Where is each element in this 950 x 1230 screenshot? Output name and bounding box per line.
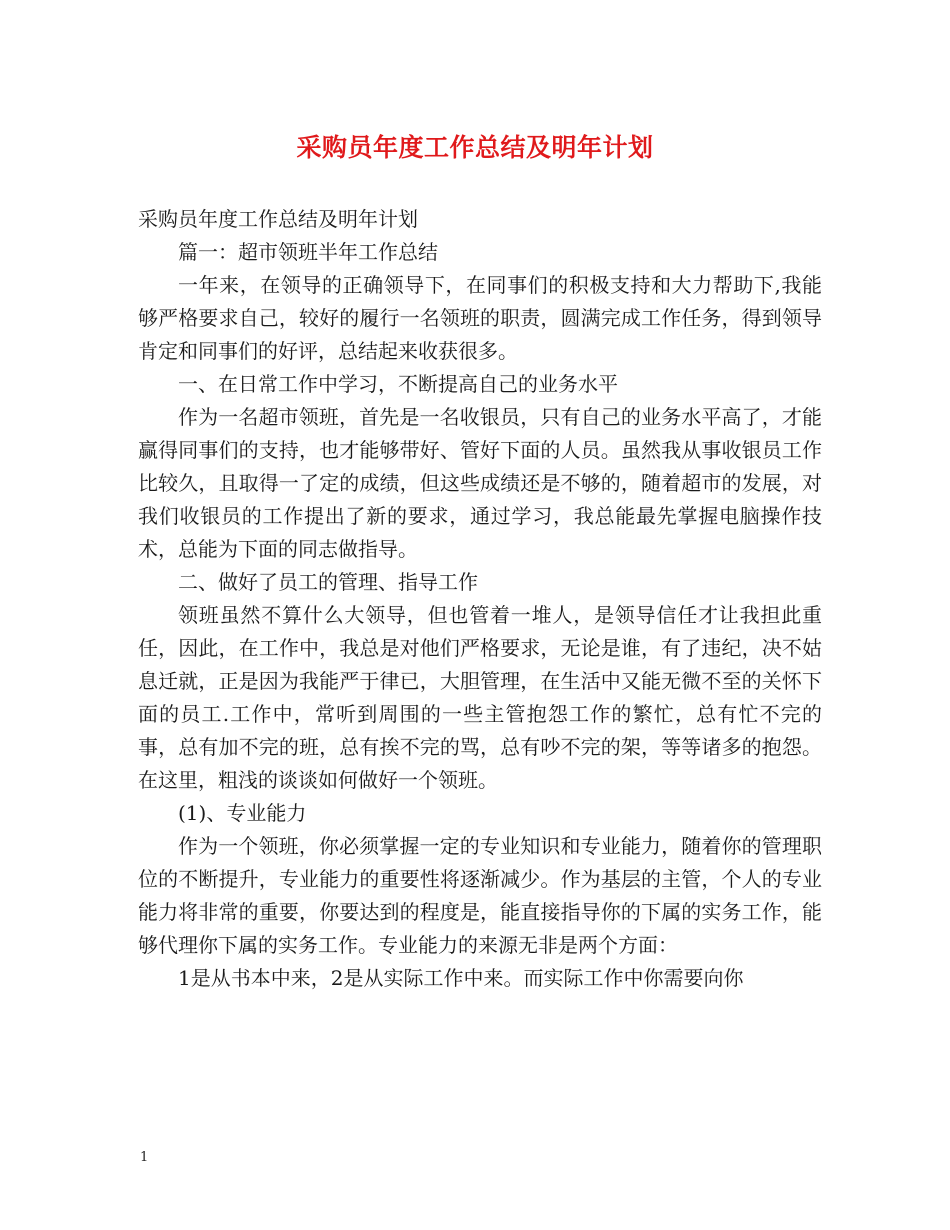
paragraph: 1是从书本中来，2是从实际工作中来。而实际工作中你需要向你 [178, 966, 744, 990]
subtitle-line: 采购员年度工作总结及明年计划 [138, 207, 418, 231]
document-title: 采购员年度工作总结及明年计划 [296, 133, 654, 162]
paragraph: 一年来，在领导的正确领导下，在同事们的积极支持和大力帮助下,我能够严格要求自己，较好的履行一名领班的职责，圆满完成工作任务，得到领导肯定和同事们的好评，总结起来收获很多。 [138, 273, 822, 363]
section-heading: 二、做好了员工的管理、指导工作 [178, 570, 478, 594]
section-heading: 一、在日常工作中学习，不断提高自己的业务水平 [178, 372, 618, 396]
paragraph: 领班虽然不算什么大领导，但也管着一堆人，是领导信任才让我担此重任，因此，在工作中，我总是对他们严格要求，无论是谁，有了违纪，决不姑息迁就，正是因为我能严于律已，大胆管理，在生活中又能无微不至的关怀下面的员工.工作中，常听到周围的一些主管抱怨工作的繁忙，总有忙不完的事，总有加不完的班，总有挨不完的骂，总有吵不完的架，等等诸多的抱怨。在这里，粗浅的谈谈如何做好一个领班。 [138, 603, 822, 792]
paragraph: 作为一个领班，你必须掌握一定的专业知识和专业能力，随着你的管理职位的不断提升，专业能力的重要性将逐渐减少。作为基层的主管，个人的专业能力将非常的重要，你要达到的程度是，能直接指导你的下属的实务工作，能够代理你下属的实务工作。专业能力的来源无非是两个方面： [138, 834, 822, 957]
section-heading: 篇一：超市领班半年工作总结 [178, 240, 438, 264]
section-heading: (1)、专业能力 [178, 801, 307, 825]
page-number: 1 [140, 1150, 149, 1165]
document-body [138, 203, 822, 995]
paragraph: 作为一名超市领班，首先是一名收银员，只有自己的业务水平高了，才能赢得同事们的支持，也才能够带好、管好下面的人员。虽然我从事收银员工作比较久，且取得一了定的成绩，但这些成绩还是不够的，随着超市的发展，对我们收银员的工作提出了新的要求，通过学习，我总能最先掌握电脑操作技术，总能为下面的同志做指导。 [138, 405, 822, 561]
